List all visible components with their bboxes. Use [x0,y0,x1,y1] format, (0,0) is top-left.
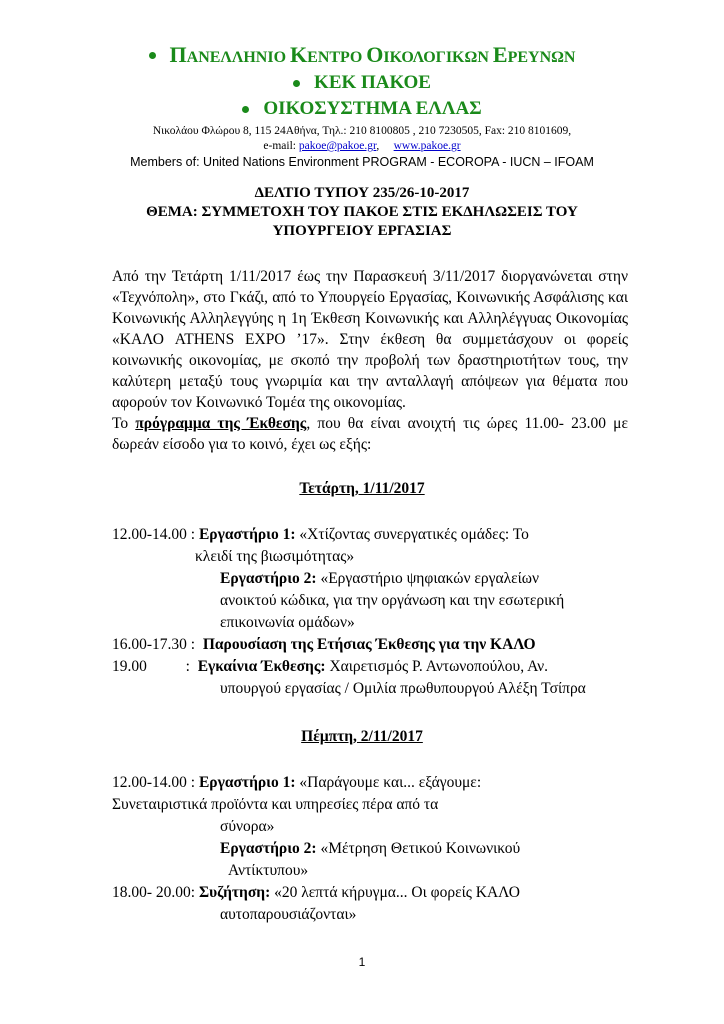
bullet-icon [242,106,249,113]
email-link[interactable]: pakoe@pakoe.gr [298,140,377,152]
schedule-row: 12.00-14.00 : Εργαστήριο 1: «Παράγουμε και... εξάγουμε: [112,774,482,791]
org-name-line2: ΚΕΚ ΠΑΚΟΕ [0,72,724,94]
program-sentence: Το πρόγραμμα της Έκθεσης, που θα είναι ανοιχτή τις ώρες 11.00- 23.00 με δωρεάν είσοδο για το κοινό, έχει ως εξής: [112,415,628,453]
schedule-row-cont: Αντίκτυπου» [228,862,309,879]
intro-paragraph: Από την Τετάρτη 1/11/2017 έως την Παρασκευή 3/11/2017 διοργανώνεται στην «Τεχνόπολη», στο Γκάζι, από το Υπουργείο Εργασίας, Κοινωνικής Ασφάλισης και Κοινωνικής Αλληλεγγύης η 1η Έκθεση Κοινωνικής και Αλληλέγγυας Οικονομίας «ΚΑΛΟ ATHENS EXPO ’17». Στην έκθεση θα συμμετάσχουν οι φορείς κοινωνικής οικονομίας, με σκοπό την προβολή των δραστηριοτήτων τους, την καλύτερη μεταξύ τους γνωριμία και την ανταλλαγή απόψεων για θέματα που αφορούν τον Κοινωνικό Τομέα της οικονομίας. Το πρόγραμμα της Έκθεσης, που θα είναι ανοιχτή τις ώρες 11.00- 23.00 με δωρεάν είσοδο για το κοινό, έχει ως εξής: [112,268,628,453]
day-heading-wednesday: Τετάρτη, 1/11/2017 [299,480,425,497]
schedule-row-cont: κλειδί της βιωσιμότητας» [195,548,355,565]
schedule-day1 [112,524,652,700]
schedule-row: 12.00-14.00 : Εργαστήριο 1: «Χτίζοντας συνεργατικές ομάδες: Το [112,526,529,543]
website-link[interactable]: www.pakoe.gr [393,140,461,152]
page-number: 1 [358,955,366,969]
bullet-icon [293,80,300,87]
org-name-small-caps: ΠΑΝΕΛΛΗΝΙΟ ΚΕΝΤΡΟ ΟΙΚΟΛΟΓΙΚΩΝ ΕΡΕΥΝΩΝ [169,42,576,67]
org-name-line1 [0,42,724,68]
members-line: Members of: United Nations Environment PROGRAM - ECOROPA - IUCN – IFOAM [130,155,594,169]
schedule-row-cont: αυτοπαρουσιάζονται» [220,906,357,923]
schedule-day2 [112,772,652,926]
schedule-row: Εργαστήριο 2: «Εργαστήριο ψηφιακών εργαλείων [220,570,540,587]
schedule-row: 16.00-17.30 : Παρουσίαση της Ετήσιας Έκθεσης για την ΚΑΛΟ [112,636,536,653]
schedule-row-cont: ανοικτού κώδικα, για την οργάνωση και την εσωτερική [220,592,565,609]
day-heading-thursday: Πέμπτη, 2/11/2017 [301,728,423,745]
schedule-row: Εργαστήριο 2: «Μέτρηση Θετικού Κοινωνικού [220,840,521,857]
schedule-row-cont: επικοινωνία ομάδων» [220,614,355,631]
bullet-icon [149,52,156,59]
contact-address: Νικολάου Φλώρου 8, 115 24Αθήνα, Τηλ.: 210 8100805 , 210 7230505, Fax: 210 8101609, [152,125,572,137]
schedule-row-cont: σύνορα» [220,818,275,835]
schedule-row: 19.00 : Εγκαίνια Έκθεσης: Χαιρετισμός Ρ. Αντωνοπούλου, Αν. [112,658,549,675]
org-name-line3: ΟΙΚΟΣΥΣΤΗΜΑ ΕΛΛΑΣ [0,98,724,120]
schedule-row-cont: υπουργού εργασίας / Ομιλία πρωθυπουργού Αλέξη Τσίπρα [220,680,586,697]
press-release-title: ΔΕΛΤΙΟ ΤΥΠΟΥ 235/26-10-2017 ΘΕΜΑ: ΣΥΜΜΕΤΟΧΗ ΤΟΥ ΠΑΚΟΕ ΣΤΙΣ ΕΚΔΗΛΩΣΕΙΣ ΤΟΥ ΥΠΟΥΡΓΕΙΟΥ ΕΡΓΑΣΙΑΣ [146,185,578,239]
contact-email-web: e-mail: pakoe@pakoe.gr, www.pakoe.gr [263,140,461,152]
schedule-row-cont: Συνεταιριστικά προϊόντα και υπηρεσίες πέρα από τα [112,796,439,813]
schedule-row: 18.00- 20.00: Συζήτηση: «20 λεπτά κήρυγμα... Οι φορείς ΚΑΛΟ [112,884,520,901]
